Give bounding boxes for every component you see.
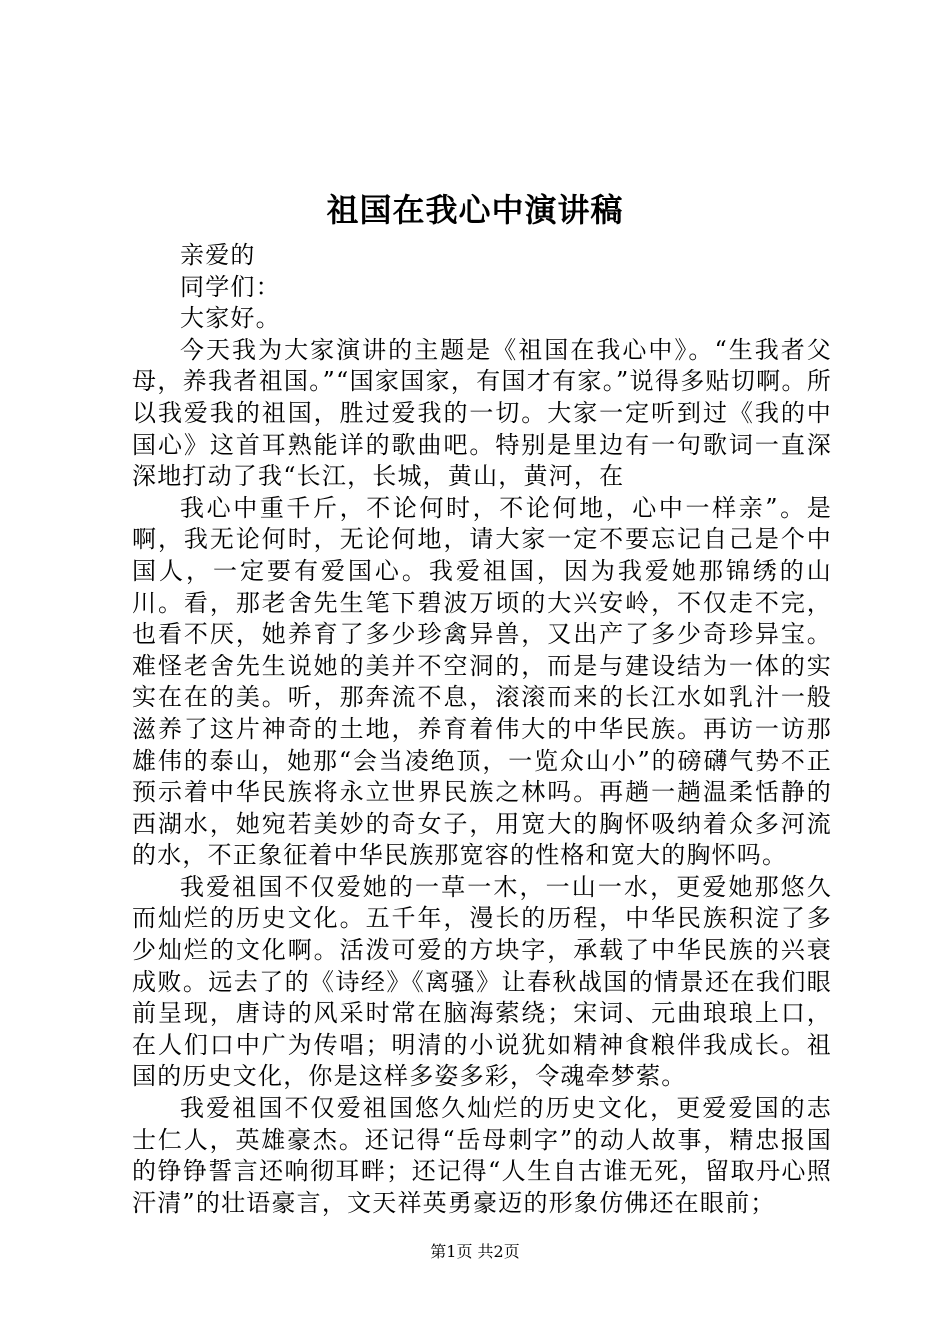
paragraph-4: 我爱祖国不仅爱祖国悠久灿烂的历史文化，更爱爱国的志士仁人，英雄豪杰。还记得“岳母刺字”的动人故事，精忠报国的铮铮誓言还响彻耳畔；还记得“人生自古谁无死，留取丹心照汗清”的壮语豪言，文天祥英勇豪迈的形象仿佛还在眼前；	[132, 1094, 832, 1217]
paragraph-greeting: 大家好。	[180, 304, 281, 333]
paragraph-salutation-1: 亲爱的	[180, 241, 256, 269]
paragraph-2: 我心中重千斤，不论何时，不论何地，心中一样亲”。是啊，我无论何时，无论何地，请大家一定不要忘记自己是个中国人，一定要有爱国心。我爱祖国，因为我爱她那锦绣的山川。看，那老舍先生笔下碧波万顷的大兴安岭，不仅走不完，也看不厌，她养育了多少珍禽异兽，又出产了多少奇珍异宝。难怪老舍先生说她的美并不空洞的，而是与建设结为一体的实实在在的美。听，那奔流不息，滚滚而来的长江水如乳汁一般滋养了这片神奇的土地，养育着伟大的中华民族。再访一访那雄伟的泰山，她那“会当凌绝顶，一览众山小”的磅礴气势不正预示着中华民族将永立世界民族之林吗。再趟一趟温柔恬静的西湖水，她宛若美妙的奇女子，用宽大的胸怀吸纳着众多河流的水，不正象征着中华民族那宽容的性格和宽大的胸怀吗。	[132, 493, 832, 870]
paragraph-salutation-2: 同学们：	[180, 272, 281, 301]
paragraph-1: 今天我为大家演讲的主题是《祖国在我心中》。“生我者父母，养我者祖国。”“国家国家，有国才有家。”说得多贴切啊。所以我爱我的祖国，胜过爱我的一切。大家一定听到过《我的中国心》这首耳熟能详的歌曲吧。特别是里边有一句歌词一直深深地打动了我“长江，长城，黄山，黄河，在	[132, 335, 832, 491]
document-title: 祖国在我心中演讲稿	[326, 191, 624, 229]
document-body	[132, 240, 832, 1219]
paragraph-3: 我爱祖国不仅爱她的一草一木，一山一水，更爱她那悠久而灿烂的历史文化。五千年，漫长的历程，中华民族积淀了多少灿烂的文化啊。活泼可爱的方块字，承载了中华民族的兴衰成败。远去了的《诗经》《离骚》让春秋战国的情景还在我们眼前呈现，唐诗的风采时常在脑海萦绕；宋词、元曲琅琅上口，在人们口中广为传唱；明清的小说犹如精神食粮伴我成长。祖国的历史文化，你是这样多姿多彩，令魂牵梦萦。	[132, 872, 832, 1091]
page-footer: 第1页 共2页	[430, 1242, 520, 1261]
